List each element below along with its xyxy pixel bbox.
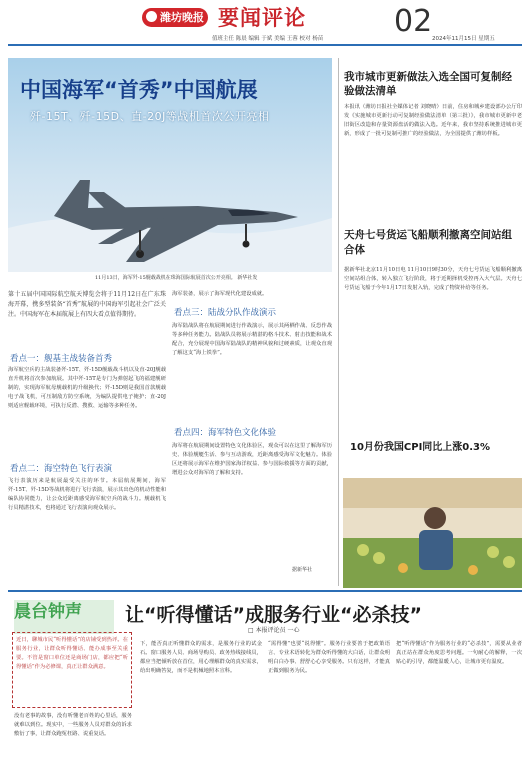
right-headline-two: 天舟七号货运飞船顺利撤离空间站组合体: [344, 229, 512, 256]
right-headline-three: 10月份我国CPI同比上涨0.3%: [350, 442, 491, 453]
commentary-headline: 让“听得懂话”成服务行业“必杀技”: [125, 604, 422, 626]
commentary-col-one: 没有老事的故事，没有听懂老百姓的心里话，服务就难以到位。现实中，一些服务人员对群众的诉求敷衍了事，让群众跑冤枉路、说重复话。: [14, 713, 132, 738]
editor-credits: 值班主任 陈晨 编辑 于斌 美编 王蓉 校对 杨苗: [212, 36, 324, 42]
subhead-two: 看点二：海空特色飞行表演: [10, 464, 113, 474]
commentary-col-three: “需得懂”也要“说得懂”。服务行业要善于把政策语言、专业术语转化为群众听得懂的大白话，让群众明明白白办事、舒舒心心享受服务。只有这样，才能真正做到服务为民。: [268, 641, 390, 675]
right-body-one: 本报讯（潍坊日报社全媒体记者 刘晓晴）日前，住房和城乡建设部办公厅印发《实施城市更新行动可复制经验做法清单（第三批）》，我市城市更新中老旧街区改造和存量资源盘活的做法入选。近年来，我市坚持系统推进城市更新，形成了一批可复制可推广的经验做法，为全国提供了潍坊样板。: [344, 104, 522, 138]
article-byline: 据新华社: [292, 567, 313, 573]
column-name: 晨台钟声: [14, 602, 82, 622]
right-body-two: 据新华社北京11月10日电 11月10日9时30分，天舟七号货运飞船顺利撤离空间站组合体，转入独立飞行阶段，将于近期择机受控再入大气层。天舟七号货运飞船于今年1月17日发射入轨，完成了物资补给等任务。: [344, 267, 522, 292]
article-lead: 第十五届中国国际航空航天博览会将于11月12日在广东珠海开幕，携多型装备“首秀”航展的中国海军引起社会广泛关注。中国海军在本届航展上有四大看点值得期待。: [8, 291, 166, 318]
editor-note: 近日，聊城市民“听得懂话”的店铺受到热评。在服务行业，让群众听得懂话、能办成事至关重要。不管是窗口单位还是商场门店，都应把“听得懂话”作为必修课，真正让群众满意。: [16, 637, 128, 671]
article-body-three: 海军陆战队将在航展期间进行作战演示，展示其两栖作战、反恐作战等多种任务能力。陆战队员将展示精湛的格斗技术、射击技能和战术配合，充分展现中国海军陆战队的精神风貌和过硬素质，让观众直观了解这支“海上铁拳”。: [172, 323, 332, 357]
section-title: 要闻评论: [218, 6, 306, 30]
shopper-photo-illustration: [343, 478, 522, 588]
newspaper-logo: 潍坊晚报: [142, 8, 208, 27]
subhead-one: 看点一：舰基主战装备首秀: [10, 354, 113, 364]
commentary-col-four: 把“听得懂话”作为服务行业的“必杀技”，需要从业者真正站在群众角度思考问题。一句耐心的解释，一次贴心的引导，都能温暖人心，让城市更有温度。: [396, 641, 522, 666]
article-body-one: 海军航空兵的主战装备歼-15T、歼-15D舰载战斗机以及直-20J舰载直升机将首次参加航展。其中歼-15T是专门为弹射起飞的福建舰研制的，实现海军航母舰载机的升级换代；歼-15D则是我国首款舰载电子战飞机，可压制敌方防空系统，为编队提供电子掩护；直-20J则适应舰载环境，可执行反潜、搜救、运输等多种任务。: [8, 367, 166, 410]
article-body-four: 海军将在航展期间设置特色文化体验区，观众可以在这里了解海军历史、体验舰艇生活、参与互动游戏，近距离感受海军文化魅力。体验区还将展示海军在维护国家海洋权益、参与国际救援等方面的贡献，增进公众对海军的了解和支持。: [172, 443, 332, 477]
article-col2-top: 海军装备，展示了海军现代化建设成就。: [172, 291, 268, 297]
issue-date: 2024年11月15日 星期五: [432, 36, 495, 42]
hero-subhead: 歼-15T、歼-15D、直-20J等战机首次公开亮相: [30, 110, 270, 123]
article-body-two: 飞行表演历来是航展最受关注的环节。本届航展期间，海军歼-15T、歼-15D等战机将进行飞行表演，展示其出色的机动性能和编队协同能力，让公众近距离感受海军航空兵的战斗力。舰载机飞行员精湛技术，也将通过飞行表演向观众展示。: [8, 478, 166, 512]
hero-caption: 11月13日，海军歼-15舰载战机在珠海国际航展首次公开亮相。 新华社发: [95, 275, 258, 281]
supermarket-photo: [343, 478, 522, 588]
hero-headline: 中国海军“首秀”中国航展: [20, 78, 258, 102]
subhead-four: 看点四：海军特色文化体验: [174, 428, 277, 438]
commentary-col-two: 下，能否真正听懂群众的需求，是服务行业的试金石。窗口服务人员、商场导购员、政务热线接线员，都应当把倾听放在首位，用心理解群众的真实需求，给出明确答复，而不是机械地照本宣科。: [140, 641, 262, 675]
logo-mark-icon: [146, 11, 157, 22]
page-number: 02: [394, 4, 433, 39]
masthead-rule: [8, 44, 522, 46]
column-divider: [338, 58, 339, 586]
hero-photo: [8, 58, 332, 272]
right-headline-one: 我市城市更新做法入选全国可复制经验做法清单: [344, 71, 512, 97]
commentary-byline: □ 本报评论员 一心: [248, 627, 300, 634]
subhead-three: 看点三：陆战分队作战演示: [174, 308, 277, 318]
